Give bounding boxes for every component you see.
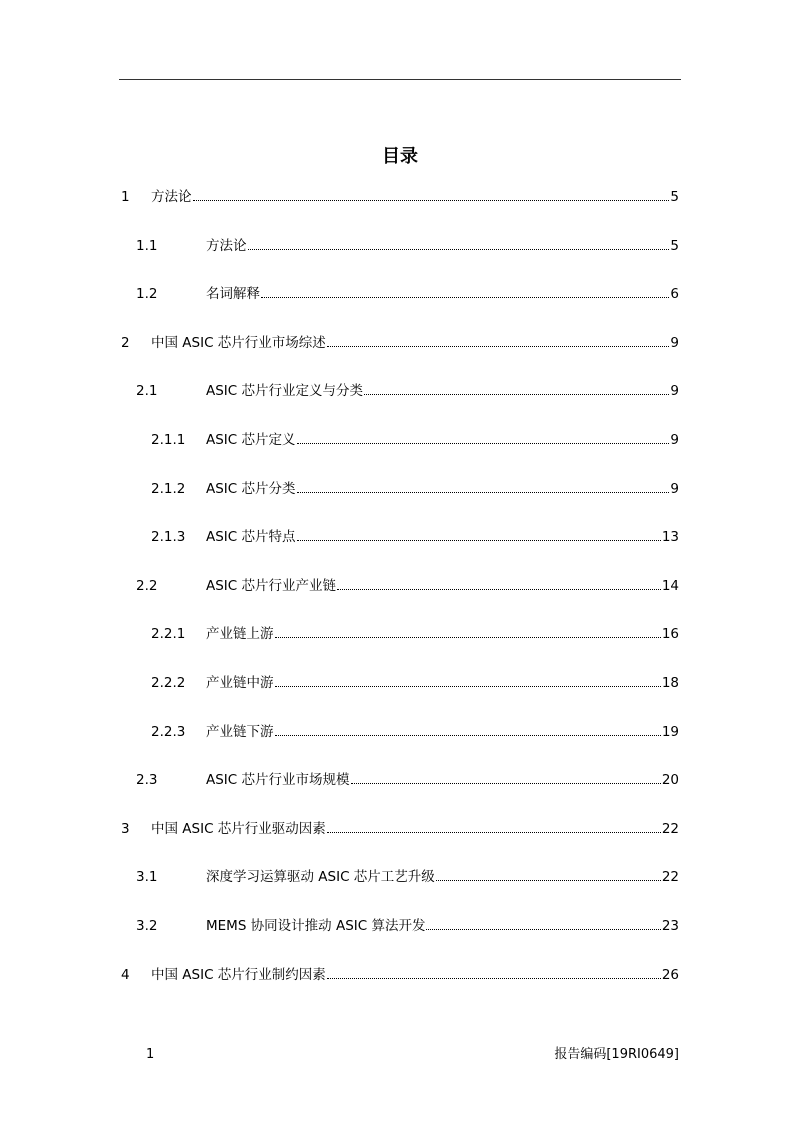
toc-entry[interactable] (136, 770, 679, 790)
toc-entry-page: 23 (661, 918, 679, 934)
toc-entry[interactable] (151, 430, 679, 450)
toc-entry[interactable] (151, 624, 679, 644)
footer-page-number: 1 (146, 1047, 155, 1062)
toc-entry[interactable] (136, 916, 679, 936)
toc-dot-leader (297, 479, 670, 493)
toc-entry[interactable] (136, 236, 679, 256)
toc-entry-page: 9 (670, 480, 679, 497)
toc-dot-leader (275, 673, 661, 687)
toc-title: 目录 (382, 146, 418, 167)
toc-dot-leader (297, 430, 670, 444)
toc-dot-leader (193, 187, 670, 201)
toc-dot-leader (261, 284, 669, 298)
toc-entry-number: 2.2.2 (151, 675, 186, 691)
toc-entry-number: 4 (121, 966, 130, 983)
toc-entry-number: 2.2.1 (151, 626, 186, 643)
footer-report-code: 报告编码[19RI0649] (554, 1047, 679, 1062)
toc-entry[interactable] (136, 576, 679, 596)
toc-dot-leader (327, 819, 661, 833)
toc-dot-leader (275, 624, 661, 638)
toc-dot-leader (426, 916, 660, 930)
toc-entry[interactable] (136, 284, 679, 304)
toc-entry-title: 名词解释 (206, 286, 260, 303)
toc-entry-page: 9 (670, 432, 679, 448)
toc-entry-number: 2.1.2 (151, 480, 186, 497)
toc-entry-page: 5 (670, 237, 679, 254)
toc-entry-number: 1 (121, 189, 130, 205)
toc-entry-number: 1.1 (136, 237, 158, 254)
toc-entry[interactable] (121, 819, 679, 839)
toc-entry-title: ASIC 芯片行业市场规模 (206, 772, 350, 789)
toc-entry[interactable] (151, 527, 679, 547)
toc-entry[interactable] (136, 867, 679, 887)
toc-entry-page: 20 (661, 772, 679, 789)
toc-entry[interactable] (151, 722, 679, 742)
toc-entry-title: 方法论 (151, 189, 192, 205)
toc-dot-leader (337, 576, 661, 590)
toc-entry-page: 18 (661, 675, 679, 691)
toc-entry-page: 6 (670, 286, 679, 303)
toc-entry-page: 16 (661, 626, 679, 643)
toc-entry-title: ASIC 芯片特点 (206, 529, 296, 546)
toc-dot-leader (327, 333, 670, 347)
toc-entry-number: 2 (121, 334, 130, 351)
toc-entry-title: 中国 ASIC 芯片行业制约因素 (151, 966, 326, 983)
toc-dot-leader (297, 527, 661, 541)
toc-entry-page: 9 (670, 334, 679, 351)
toc-entry-number: 1.2 (136, 286, 158, 303)
toc-entry-number: 2.3 (136, 772, 158, 789)
toc-entry-number: 3 (121, 820, 130, 837)
toc-dot-leader (436, 867, 661, 881)
toc-entry-number: 3.1 (136, 869, 158, 886)
toc-entry-title: 中国 ASIC 芯片行业市场综述 (151, 334, 326, 351)
toc-entry-number: 3.2 (136, 918, 158, 934)
toc-dot-leader (351, 770, 661, 784)
toc-entry-page: 5 (670, 189, 679, 205)
toc-dot-leader (275, 722, 661, 736)
toc-entry[interactable] (136, 381, 679, 401)
toc-entry-number: 2.2.3 (151, 723, 186, 740)
toc-entry-title: 方法论 (206, 237, 247, 254)
toc-entry-title: 产业链中游 (206, 675, 274, 691)
toc-entry[interactable] (121, 965, 679, 985)
toc-entry-page: 26 (661, 966, 679, 983)
toc-entry-number: 2.1.3 (151, 529, 186, 546)
toc-entry-title: 产业链下游 (206, 723, 274, 740)
toc-entry-page: 13 (661, 529, 679, 546)
toc-entry-title: 中国 ASIC 芯片行业驱动因素 (151, 820, 326, 837)
toc-entry-page: 19 (661, 723, 679, 740)
toc-dot-leader (364, 381, 669, 395)
toc-entry-title: ASIC 芯片定义 (206, 432, 296, 448)
toc-entry-number: 2.1.1 (151, 432, 186, 448)
toc-entry-title: ASIC 芯片行业定义与分类 (206, 383, 364, 400)
toc-entry-page: 22 (661, 869, 679, 886)
toc-entry-number: 2.1 (136, 383, 158, 400)
toc-entry[interactable] (151, 479, 679, 499)
toc-entry-title: ASIC 芯片行业产业链 (206, 577, 337, 594)
toc-entry[interactable] (151, 673, 679, 693)
toc-dot-leader (327, 965, 661, 979)
toc-entry-page: 9 (670, 383, 679, 400)
toc-entry-page: 14 (661, 577, 679, 594)
toc-dot-leader (248, 236, 670, 250)
toc-entry-title: 深度学习运算驱动 ASIC 芯片工艺升级 (206, 869, 435, 886)
toc-entry[interactable] (121, 333, 679, 353)
header-rule (119, 79, 681, 80)
toc-entry-page: 22 (661, 820, 679, 837)
toc-entry-title: ASIC 芯片分类 (206, 480, 296, 497)
toc-entry-title: 产业链上游 (206, 626, 274, 643)
toc-entry-number: 2.2 (136, 577, 158, 594)
toc-entry[interactable] (121, 187, 679, 207)
toc-entry-title: MEMS 协同设计推动 ASIC 算法开发 (206, 918, 426, 934)
